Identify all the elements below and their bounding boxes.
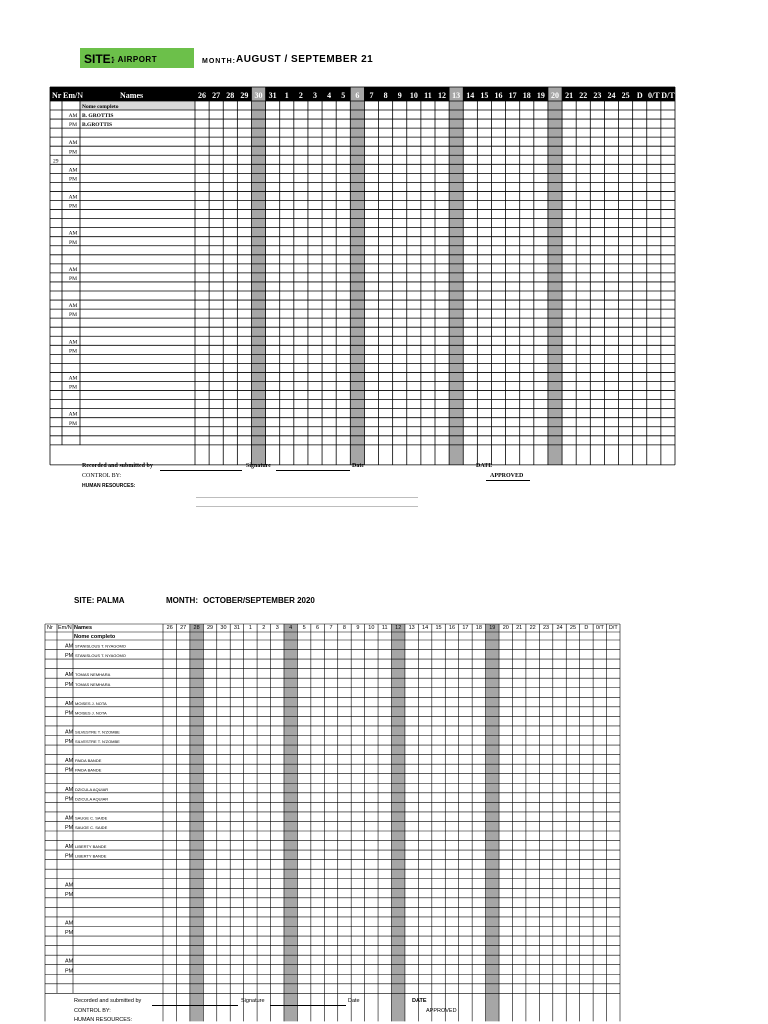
header-day: 0/T <box>648 91 660 100</box>
nome-completo-label: Nome completo <box>82 104 119 110</box>
header-nr: Nr <box>52 91 62 100</box>
header-day: 29 <box>206 625 214 631</box>
header-day: 2 <box>298 91 303 100</box>
header-day: 15 <box>435 625 442 631</box>
row-name: SAUGE C. SAIDE <box>75 815 108 821</box>
row-em: AM <box>68 339 78 346</box>
approved-label-2: APPROVED <box>426 1008 457 1014</box>
header-day: 30 <box>254 91 263 100</box>
signature-label: Signature <box>246 463 271 469</box>
header-day: 26 <box>166 625 173 631</box>
row-em: AM <box>65 815 74 822</box>
month-label: MONTH: <box>202 58 236 65</box>
header-day: 0/T <box>595 625 604 631</box>
row-em: PM <box>65 796 74 803</box>
date-label-2: DATE <box>476 463 493 469</box>
header-day: 11 <box>381 625 388 631</box>
header-day: 13 <box>408 625 415 631</box>
weekend-column-shade <box>284 624 297 1021</box>
row-em: AM <box>68 375 78 382</box>
row-em: PM <box>69 275 77 282</box>
row-em: PM <box>69 348 77 355</box>
header-day: 25 <box>569 625 577 631</box>
header-day: 7 <box>329 625 333 631</box>
site-label: SITE: PALMA <box>74 596 125 605</box>
header-day: 20 <box>551 91 559 100</box>
row-name: DZICULA AQUIAR <box>75 786 109 792</box>
header-day: 4 <box>327 91 332 100</box>
month-value: AUGUST / SEPTEMBER 21 <box>236 54 374 65</box>
signature-label-2: Signature <box>241 998 265 1004</box>
header-day: 25 <box>621 91 630 100</box>
header-day: 17 <box>462 625 469 631</box>
row-em: AM <box>68 167 78 174</box>
header-day: 14 <box>466 91 475 100</box>
header-day: 29 <box>240 91 249 100</box>
header-nr: Nr <box>47 625 53 631</box>
row-em: AM <box>68 230 78 237</box>
month-value: OCTOBER/SEPTEMBER 2020 <box>203 596 315 605</box>
row-em: AM <box>65 920 74 927</box>
human-resources-label-2: HUMAN RESOURCES: <box>74 1017 133 1023</box>
weekend-column-shade <box>392 624 405 1021</box>
row-em: PM <box>69 149 77 156</box>
row-em: AM <box>68 266 78 273</box>
header-day: 24 <box>556 625 563 631</box>
month-label: MONTH: <box>166 596 198 605</box>
header-day: D <box>584 625 589 631</box>
header-day: D/T <box>661 91 675 100</box>
row-em: AM <box>65 643 74 650</box>
header-day: 18 <box>475 625 482 631</box>
header-day: 31 <box>268 91 277 100</box>
header-day: 9 <box>397 91 402 100</box>
row-em: PM <box>69 384 77 391</box>
header-day: 26 <box>198 91 207 100</box>
recorded-submitted-label-2: Recorded and submitted by <box>74 998 142 1004</box>
header-day: 11 <box>424 91 432 100</box>
row-em: AM <box>65 700 74 707</box>
row-em: PM <box>65 739 74 746</box>
row-name: B. GROTTIS <box>82 113 114 120</box>
header-names: Names <box>74 625 93 631</box>
header-day: 28 <box>226 91 235 100</box>
row-em: PM <box>65 653 74 660</box>
header-day: 28 <box>193 625 200 631</box>
row-name: LIBERTY BANDE <box>75 844 107 850</box>
site-label: SITE: <box>84 52 115 66</box>
row-name: MOISES J. NOTA <box>75 710 107 716</box>
header-day: 21 <box>516 625 523 631</box>
row-em: AM <box>65 672 74 679</box>
row-em: PM <box>69 239 77 246</box>
header-day: 23 <box>543 625 550 631</box>
row-em: AM <box>68 303 78 310</box>
row-name: SILVESTRE T. N'ZOMBE <box>75 739 120 745</box>
header-day: 13 <box>452 91 461 100</box>
approved-label: APPROVED <box>490 473 524 479</box>
row-em: PM <box>65 968 74 975</box>
header-day: 27 <box>180 625 187 631</box>
row-name: SILVESTRE T. N'ZOMBE <box>75 729 120 735</box>
row-em: AM <box>68 194 78 201</box>
header-day: 31 <box>233 625 240 631</box>
header-day: 3 <box>313 91 317 100</box>
row-em: AM <box>68 411 78 418</box>
header-day: 1 <box>248 625 252 631</box>
header-day: 22 <box>579 91 588 100</box>
row-name: MOISES J. NOTA <box>75 700 107 706</box>
row-name: TOMAS NEMHARA <box>75 681 111 687</box>
row-em: PM <box>65 825 74 831</box>
row-em: AM <box>68 113 78 120</box>
date-label-3: Date <box>348 998 360 1004</box>
weekend-column-shade <box>486 624 499 1021</box>
row-nr: 29 <box>53 158 59 165</box>
control-by-label: CONTROL BY: <box>82 473 122 479</box>
recorded-submitted-label: Recorded and submitted by <box>82 463 153 469</box>
row-em: PM <box>69 203 77 210</box>
row-em: AM <box>65 844 74 851</box>
header-day: 19 <box>489 625 496 631</box>
date-label: Date <box>352 463 364 469</box>
header-day: 19 <box>536 91 545 100</box>
row-em: PM <box>69 420 77 427</box>
header-day: 1 <box>284 91 289 100</box>
row-em: AM <box>65 758 74 765</box>
header-day: 12 <box>395 625 402 631</box>
header-day: 4 <box>289 625 293 631</box>
row-em: PM <box>69 122 77 129</box>
header-day: 22 <box>529 625 536 631</box>
header-day: 17 <box>508 91 517 100</box>
header-day: 3 <box>275 625 279 631</box>
header-day: 5 <box>302 625 306 631</box>
header-day: D <box>636 91 643 100</box>
header-day: 18 <box>522 91 531 100</box>
row-em: AM <box>65 958 74 965</box>
weekend-column-shade <box>190 624 203 1021</box>
header-day: 6 <box>316 625 320 631</box>
row-em: PM <box>65 710 74 717</box>
row-name: LIBERTY BANDE <box>75 853 107 859</box>
row-name: TOMAS NEMHARA <box>75 672 111 678</box>
header-day: 16 <box>494 91 503 100</box>
row-name: STANISLOUS T. NYAGOMO <box>75 643 126 649</box>
header-day: 27 <box>212 91 221 100</box>
header-day: 12 <box>438 91 447 100</box>
header-em: Em/N <box>58 625 72 631</box>
row-em: PM <box>65 767 74 774</box>
row-em: AM <box>68 140 78 147</box>
row-name: PAIDA BANDE <box>75 767 102 773</box>
human-resources-label: HUMAN RESOURCES: <box>82 483 136 489</box>
header-day: 2 <box>262 625 266 631</box>
header-names: Names <box>120 91 144 100</box>
signature-line-2 <box>270 1005 346 1006</box>
header-day: 10 <box>409 91 418 100</box>
header-day: 16 <box>448 625 456 631</box>
row-em: PM <box>65 930 74 937</box>
header-day: 10 <box>368 625 375 631</box>
header-day: 21 <box>565 91 574 100</box>
row-em: AM <box>65 729 74 736</box>
control-by-label-2: CONTROL BY: <box>74 1008 111 1014</box>
row-em: PM <box>69 312 77 319</box>
row-em: PM <box>65 853 74 860</box>
header-day: 6 <box>355 91 360 100</box>
recorded-line-2 <box>152 1005 238 1006</box>
date-label-4: DATE <box>412 998 427 1004</box>
header-em: Em/N <box>63 91 83 100</box>
row-name: PAIDA BANDE <box>75 758 102 764</box>
header-day: 23 <box>593 91 602 100</box>
header-day: 20 <box>502 625 509 631</box>
site-value: - AIRPORT <box>112 55 158 64</box>
header-day: D/T <box>608 625 618 631</box>
header-day: 8 <box>342 625 346 631</box>
row-em: PM <box>65 681 74 688</box>
header-day: 24 <box>607 91 616 100</box>
row-name: DZICULA AQUIAR <box>75 796 109 802</box>
row-em: PM <box>69 176 77 183</box>
header-day: 14 <box>422 625 429 631</box>
header-day: 30 <box>220 625 227 631</box>
nome-completo-label: Nome completo <box>74 634 116 640</box>
row-em: AM <box>65 882 74 889</box>
row-name: B.GROTTIS <box>82 122 113 129</box>
row-em: PM <box>65 891 74 898</box>
row-name: STANISLOUS T. NYAGOMO <box>75 653 126 659</box>
header-day: 9 <box>356 625 360 631</box>
header-day: 8 <box>383 91 388 100</box>
row-em: AM <box>65 786 74 793</box>
row-name: SAUGE C. SAIDE <box>75 825 108 830</box>
header-day: 15 <box>480 91 489 100</box>
header-day: 5 <box>341 91 346 100</box>
header-day: 7 <box>369 91 374 100</box>
